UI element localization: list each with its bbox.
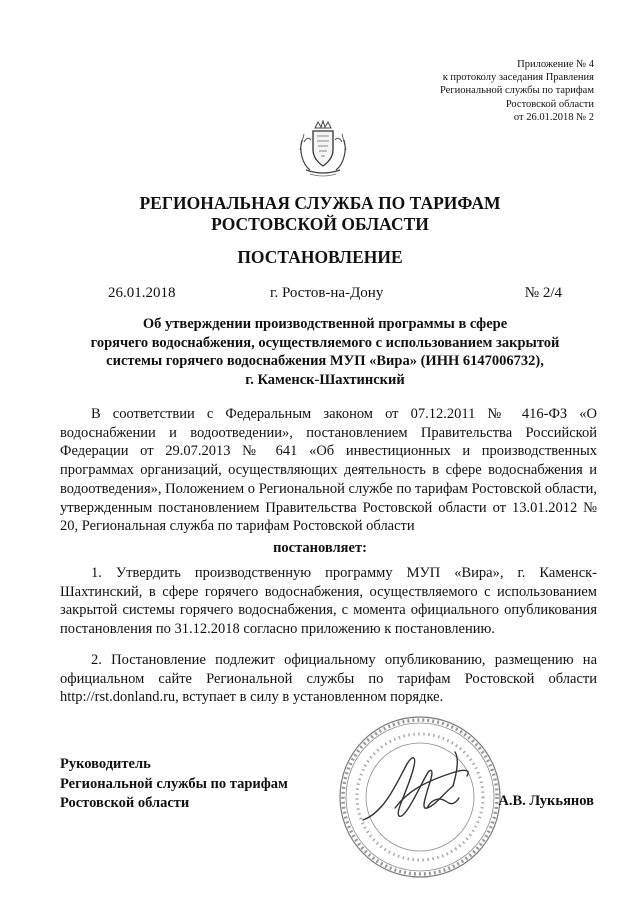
- appendix-line: Региональной службы по тарифам: [439, 85, 594, 97]
- authority-line: РОСТОВСКОЙ ОБЛАСТИ: [211, 213, 429, 234]
- appendix-line: Приложение № 4: [517, 59, 594, 70]
- appendix-note: [364, 58, 594, 124]
- coat-of-arms-icon: [296, 120, 350, 178]
- signatory-line: Руководитель: [60, 756, 151, 772]
- decrees-heading: постановляет:: [273, 540, 367, 556]
- document-type: ПОСТАНОВЛЕНИЕ: [237, 247, 403, 267]
- appendix-line: от 26.01.2018 № 2: [513, 111, 594, 123]
- document-number: № 2/4: [524, 285, 562, 301]
- signatory-name: А.В. Лукьянов: [498, 793, 594, 809]
- round-seal-icon: [335, 712, 505, 882]
- legal-basis-paragraph: В соответствии с Федеральным законом от 07.12.2011 № 416-ФЗ «О водоснабжении и водоотведении», постановлением Правительства Российской Федерации от 29.07.2013 № 641 «Об инвестиционных и производственных программах организаций, осуществляющих деятельность в сфере водоснабжения и водоотведения», Положением о Региональной службе по тарифам Ростовской области, утвержденным постановлением Правительства Ростовской области от 13.01.2012 № 20, Региональная служба по тарифам Ростовской области: [60, 406, 597, 535]
- subject-line: горячего водоснабжения, осуществляемого с использованием закрытой: [90, 334, 560, 351]
- decree-point-1: 1. Утвердить производственную программу МУП «Вира», г. Каменск-Шахтинский, в сфере горячего водоснабжения, осуществляемого с использованием закрытой системы горячего водоснабжения, с момента официального опубликования постановления по 31.12.2018 согласно приложению к постановлению.: [60, 565, 597, 638]
- appendix-line: к протоколу заседания Правления: [442, 72, 594, 84]
- issuing-authority: [0, 193, 640, 234]
- subject-line: системы горячего водоснабжения МУП «Вира» (ИНН 6147006732),: [106, 353, 544, 369]
- document-subject: [60, 315, 590, 389]
- authority-line: РЕГИОНАЛЬНАЯ СЛУЖБА ПО ТАРИФАМ: [139, 193, 501, 213]
- document-city: г. Ростов-на-Дону: [270, 285, 384, 301]
- decree-point-2: 2. Постановление подлежит официальному опубликованию, размещению на официальном сайте Региональной службы по тарифам Ростовской области http://rst.donland.ru, вступает в силу в установленном порядке.: [60, 652, 597, 706]
- subject-line: г. Каменск-Шахтинский: [245, 371, 405, 388]
- document-date: 26.01.2018: [108, 285, 176, 301]
- signatory-line: Региональной службы по тарифам: [60, 775, 288, 792]
- appendix-line: Ростовской области: [505, 98, 594, 110]
- subject-line: Об утверждении производственной программы в сфере: [142, 316, 508, 332]
- signatory-title: [60, 755, 288, 814]
- signatory-line: Ростовской области: [60, 795, 190, 811]
